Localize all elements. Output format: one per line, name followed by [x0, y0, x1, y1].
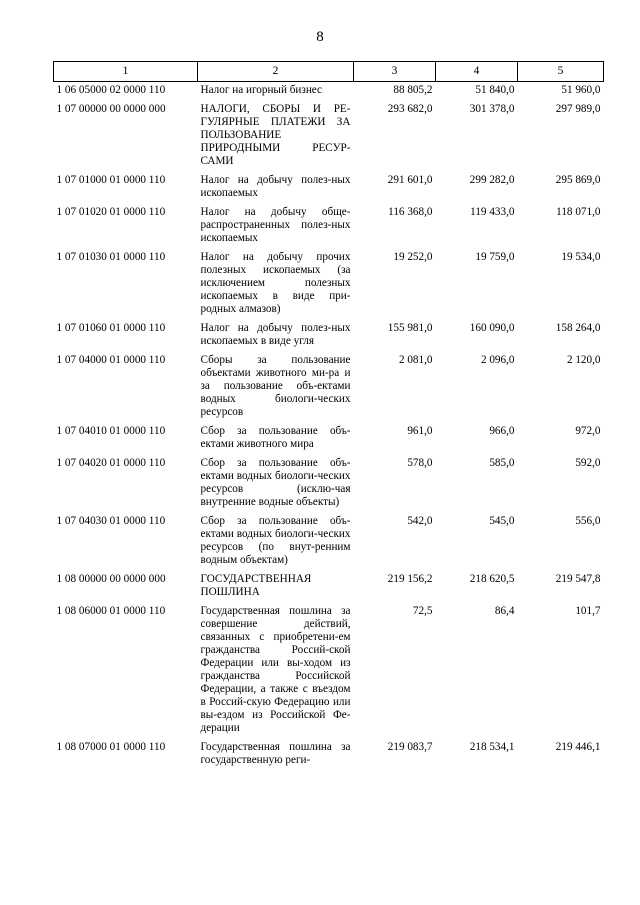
- table-row: [54, 204, 604, 249]
- budget-table-body: [54, 62, 604, 772]
- amount-col5-cell: 19 534,0: [561, 251, 601, 263]
- amount-col3-cell: 19 252,0: [393, 251, 433, 263]
- page-number: 8: [316, 29, 324, 45]
- table-row: [54, 423, 604, 455]
- amount-col3-cell: 72,5: [412, 605, 433, 617]
- amount-col3-cell: 2 081,0: [398, 354, 433, 366]
- income-name-cell: Налог на добычу прочих полезных ископаемых (за исключением полезных ископаемых в виде при-родных алмазов): [200, 251, 351, 315]
- amount-col3-cell: 88 805,2: [393, 84, 433, 96]
- table-row: [54, 571, 604, 603]
- budget-code-cell: 1 07 04030 01 0000 110: [56, 515, 166, 527]
- income-name-cell: Сборы за пользование объектами животного ми-ра и за пользование объ-ектами водных биологи-ческих ресурсов: [200, 354, 351, 418]
- column-header-3: 3: [354, 62, 436, 82]
- table-header-row: [54, 62, 604, 82]
- amount-col5-cell: 158 264,0: [555, 322, 601, 334]
- amount-col3-cell: 219 083,7: [387, 741, 433, 753]
- amount-col4-cell: 218 534,1: [469, 741, 515, 753]
- budget-code-cell: 1 07 04020 01 0000 110: [56, 457, 166, 469]
- amount-col5-cell: 101,7: [575, 605, 601, 617]
- amount-col5-cell: 297 989,0: [555, 103, 601, 115]
- amount-col4-cell: 119 433,0: [470, 206, 515, 218]
- column-header-1: 1: [54, 62, 198, 82]
- budget-code-cell: 1 07 00000 00 0000 000: [56, 103, 166, 115]
- budget-code-cell: 1 07 01060 01 0000 110: [56, 322, 166, 334]
- budget-code-cell: 1 07 01000 01 0000 110: [56, 174, 166, 186]
- column-header-5: 5: [518, 62, 604, 82]
- income-name-cell: Государственная пошлина за совершение действий, связанных с приобретени-ем гражданства Россий-ской Федерации или вы-ходом из гражданства Российской Федерации, а также с въездом в Россий-скую Федерацию или вы-ездом из Российской Фе-дерации: [200, 605, 351, 734]
- budget-code-cell: 1 07 01020 01 0000 110: [56, 206, 166, 218]
- budget-table: [53, 61, 604, 771]
- amount-col4-cell: 585,0: [489, 457, 515, 469]
- table-row: [54, 739, 604, 771]
- amount-col3-cell: 961,0: [407, 425, 433, 437]
- amount-col5-cell: 592,0: [575, 457, 601, 469]
- amount-col4-cell: 86,4: [494, 605, 515, 617]
- income-name-cell: ГОСУДАРСТВЕННАЯ ПОШЛИНА: [200, 573, 312, 598]
- amount-col3-cell: 219 156,2: [387, 573, 433, 585]
- budget-code-cell: 1 08 07000 01 0000 110: [56, 741, 166, 753]
- income-name-cell: Сбор за пользование объ-ектами животного мира: [200, 425, 351, 450]
- table-row: [54, 320, 604, 352]
- amount-col4-cell: 299 282,0: [469, 174, 515, 186]
- income-name-cell: Налог на игорный бизнес: [200, 84, 323, 96]
- amount-col3-cell: 116 368,0: [388, 206, 433, 218]
- amount-col4-cell: 2 096,0: [480, 354, 515, 366]
- budget-code-cell: 1 08 06000 01 0000 110: [56, 605, 166, 617]
- amount-col4-cell: 218 620,5: [469, 573, 515, 585]
- amount-col4-cell: 301 378,0: [469, 103, 515, 115]
- table-row: [54, 513, 604, 571]
- amount-col4-cell: 51 840,0: [475, 84, 515, 96]
- amount-col5-cell: 2 120,0: [566, 354, 601, 366]
- amount-col5-cell: 118 071,0: [556, 206, 601, 218]
- table-row: [54, 249, 604, 320]
- income-name-cell: Сбор за пользование объ-ектами водных биологи-ческих ресурсов (по внут-ренним водным объектам): [200, 515, 351, 566]
- amount-col3-cell: 542,0: [407, 515, 433, 527]
- income-name-cell: Государственная пошлина за государственную реги-: [200, 741, 351, 766]
- amount-col5-cell: 219 446,1: [555, 741, 601, 753]
- table-row: [54, 82, 604, 102]
- budget-code-cell: 1 07 04010 01 0000 110: [56, 425, 166, 437]
- budget-code-cell: 1 07 04000 01 0000 110: [56, 354, 166, 366]
- income-name-cell: Налог на добычу обще-распространенных полез-ных ископаемых: [200, 206, 351, 244]
- column-header-2: 2: [198, 62, 354, 82]
- amount-col5-cell: 556,0: [575, 515, 601, 527]
- income-name-cell: Налог на добычу полез-ных ископаемых: [200, 174, 351, 199]
- income-name-cell: Налог на добычу полез-ных ископаемых в виде угля: [200, 322, 351, 347]
- table-row: [54, 603, 604, 739]
- amount-col3-cell: 291 601,0: [387, 174, 433, 186]
- budget-code-cell: 1 07 01030 01 0000 110: [56, 251, 166, 263]
- amount-col5-cell: 219 547,8: [555, 573, 601, 585]
- table-row: [54, 352, 604, 423]
- table-row: [54, 172, 604, 204]
- amount-col3-cell: 578,0: [407, 457, 433, 469]
- table-row: [54, 101, 604, 172]
- income-name-cell: НАЛОГИ, СБОРЫ И РЕ-ГУЛЯРНЫЕ ПЛАТЕЖИ ЗА ПОЛЬЗОВАНИЕ ПРИРОДНЫМИ РЕСУР-САМИ: [200, 103, 351, 167]
- amount-col3-cell: 155 981,0: [387, 322, 433, 334]
- budget-code-cell: 1 08 00000 00 0000 000: [56, 573, 166, 585]
- amount-col5-cell: 51 960,0: [561, 84, 601, 96]
- amount-col3-cell: 293 682,0: [387, 103, 433, 115]
- budget-code-cell: 1 06 05000 02 0000 110: [56, 84, 166, 96]
- amount-col4-cell: 160 090,0: [469, 322, 515, 334]
- amount-col4-cell: 19 759,0: [475, 251, 515, 263]
- income-name-cell: Сбор за пользование объ-ектами водных биологи-ческих ресурсов (исклю-чая внутренние водные объекты): [200, 457, 351, 508]
- amount-col5-cell: 295 869,0: [555, 174, 601, 186]
- amount-col4-cell: 966,0: [489, 425, 515, 437]
- amount-col4-cell: 545,0: [489, 515, 515, 527]
- table-row: [54, 455, 604, 513]
- column-header-4: 4: [436, 62, 518, 82]
- amount-col5-cell: 972,0: [575, 425, 601, 437]
